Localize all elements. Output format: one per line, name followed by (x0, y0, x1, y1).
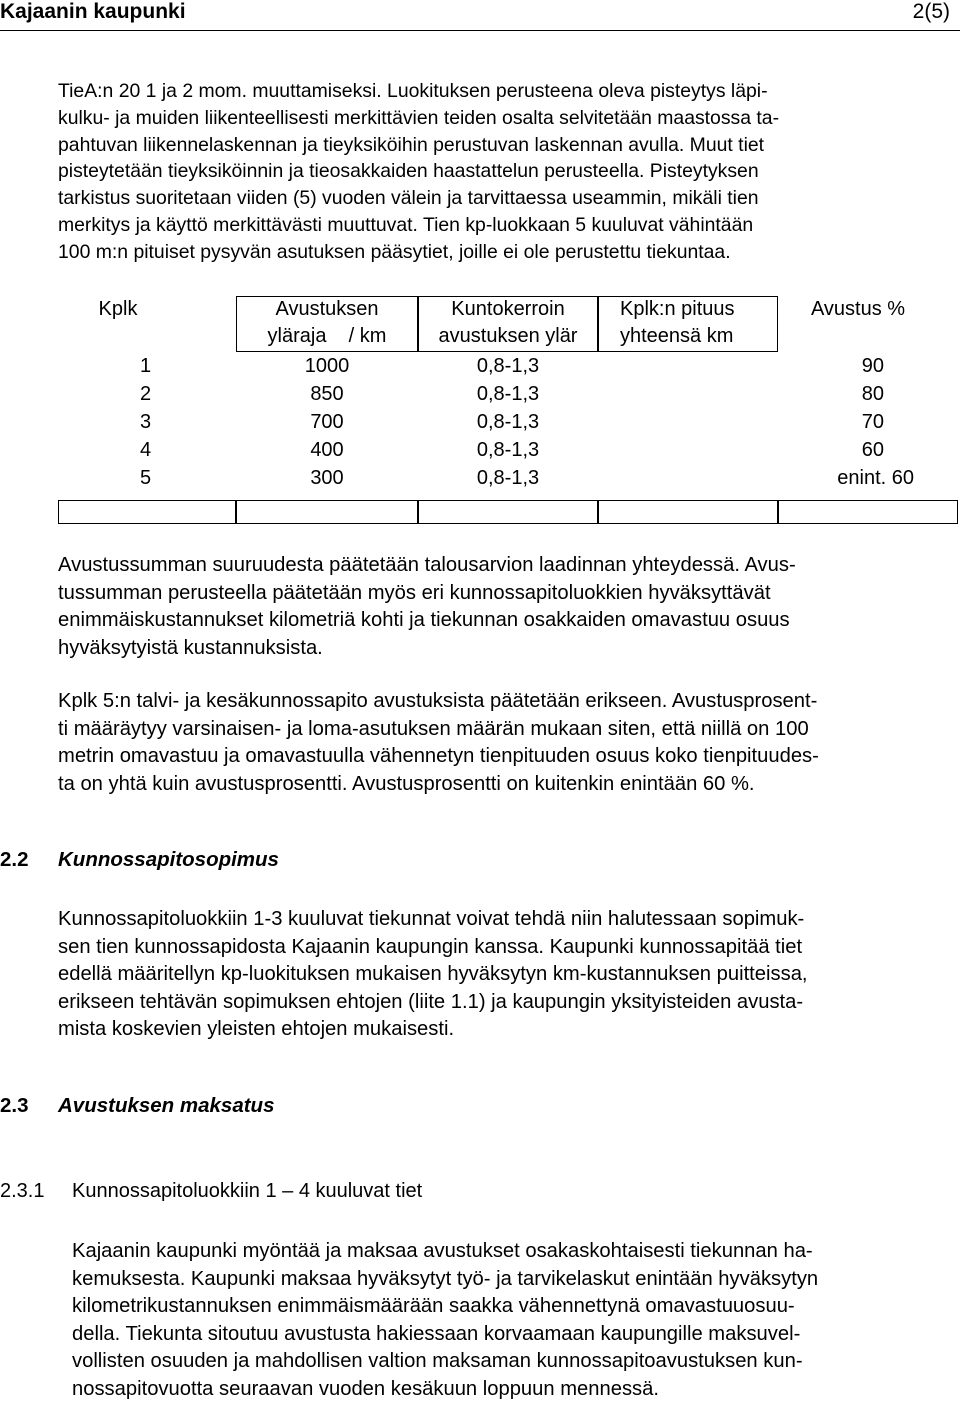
header-divider (0, 30, 960, 31)
table-header-ylaraja-unit: yläraja / km (267, 325, 387, 347)
table-cell-avustus: enint. 60 (837, 467, 914, 489)
paragraph-line: kemuksesta. Kaupunki maksaa hyväksytyt työ- ja tarvikelaskut enintään hyväksytyn (72, 1267, 819, 1290)
paragraph-line: enimmäiskustannukset kilometriä kohti ja tiekunnan osakkaiden omavastuu osuus (58, 609, 790, 632)
paragraph-line: nossapitovuotta seuraavan vuoden kesäkuun loppuun mennessä. (72, 1377, 659, 1400)
table-cell-avustus: 70 (861, 411, 884, 433)
paragraph-line: Avustussumman suuruudesta päätetään talousarvion laadinnan yhteydessä. Avus- (58, 554, 796, 576)
paragraph-line: metrin omavastuu ja omavastuulla vähennetyn tienpituuden osuus koko tienpituudes- (58, 745, 819, 768)
section-heading-2-3 (0, 1094, 274, 1118)
section-title: Kunnossapitosopimus (58, 848, 279, 871)
table-cell-kerroin: 0,8-1,3 (476, 439, 540, 461)
paragraph-line: merkitys ja käyttö merkittävästi muuttuvat. Tien kp-luokkaan 5 kuuluvat vähintään (58, 213, 754, 236)
paragraph-line: Kunnossapitoluokkiin 1-3 kuuluvat tiekunnat voivat tehdä niin halutessaan sopimuk- (58, 908, 805, 930)
paragraph-classification (58, 78, 958, 266)
table-empty-cell (418, 500, 598, 524)
section-heading-2-3-1 (0, 1180, 422, 1203)
paragraph-line: Kajaanin kaupunki myöntää ja maksaa avustukset osakaskohtaisesti tiekunnan ha- (72, 1240, 813, 1262)
table-header-pituus-sub: yhteensä km (620, 325, 734, 347)
table-cell-ylaraja: 400 (310, 439, 344, 461)
table-header-ylaraja: Avustuksen (275, 298, 379, 320)
paragraph-maintenance-agreement (58, 906, 958, 1044)
document-organization: Kajaanin kaupunki (0, 0, 186, 23)
page-number: 2(5) (912, 0, 950, 23)
table-cell-kerroin: 0,8-1,3 (476, 355, 540, 377)
paragraph-subsidy-amount (58, 552, 958, 662)
paragraph-line: sen tien kunnossapidosta Kajaanin kaupungin kanssa. Kaupunki kunnossapitää tiet (58, 935, 803, 958)
paragraph-line: erikseen tehtävän sopimuksen ehtojen (liite 1.1) ja kaupungin yksityisteiden avusta- (58, 990, 804, 1013)
paragraph-payment (72, 1238, 958, 1404)
table-cell-avustus: 90 (861, 355, 884, 377)
paragraph-line: Kplk 5:n talvi- ja kesäkunnossapito avustuksista päätetään erikseen. Avustusprosent- (58, 690, 818, 712)
paragraph-line: pahtuvan liikennelaskennan ja tieyksiköihin perustuvan laskennan avulla. Muut tiet (58, 133, 765, 156)
paragraph-line: hyväksytyistä kustannuksista. (58, 636, 323, 659)
paragraph-line: ta on yhtä kuin avustusprosentti. Avustusprosentti on kuitenkin enintään 60 %. (58, 772, 755, 795)
table-cell-kerroin: 0,8-1,3 (476, 383, 540, 405)
table-empty-cell (58, 500, 236, 524)
section-number: 2.3.1 (0, 1180, 45, 1202)
paragraph-line: pisteytetään tieyksiköinnin ja tieosakkaiden haastattelun perusteella. Pisteytyksen (58, 160, 759, 183)
section-number: 2.3 (0, 1094, 29, 1117)
paragraph-line: ti määräytyy varsinaisen- ja loma-asutuksen määrän mukaan siten, että niillä on 100 (58, 717, 809, 740)
paragraph-kplk5 (58, 688, 958, 798)
table-header-kplk: Kplk (98, 298, 138, 320)
table-empty-cell (236, 500, 418, 524)
paragraph-line: edellä määritellyn kp-luokituksen mukaisen hyväksytyn km-kustannuksen puitteissa, (58, 963, 808, 986)
table-cell-kerroin: 0,8-1,3 (476, 411, 540, 433)
table-empty-cell (598, 500, 778, 524)
table-cell-ylaraja: 700 (310, 411, 344, 433)
table-cell-kplk: 3 (140, 411, 152, 433)
paragraph-line: 100 m:n pituiset pysyvän asutuksen pääsytiet, joille ei ole perustettu tiekuntaa. (58, 240, 731, 263)
table-cell-kplk: 4 (140, 439, 152, 461)
table-cell-kplk: 1 (140, 355, 152, 377)
section-number: 2.2 (0, 848, 29, 871)
table-header-kuntokerroin: Kuntokerroin (451, 298, 565, 320)
paragraph-line: mista koskevien yleisten ehtojen mukaisesti. (58, 1018, 455, 1041)
table-cell-avustus: 60 (861, 439, 884, 461)
table-cell-ylaraja: 300 (310, 467, 344, 489)
paragraph-line: vollisten osuuden ja mahdollisen valtion maksaman kunnossapitoavustuksen kun- (72, 1350, 803, 1373)
paragraph-line: kilometrikustannuksen enimmäismäärään saakka vähennettynä omavastuuosuu- (72, 1295, 795, 1318)
table-header-kuntokerroin-sub: avustuksen ylär (438, 325, 578, 347)
table-cell-kplk: 5 (140, 467, 152, 489)
table-cell-ylaraja: 850 (310, 383, 344, 405)
paragraph-line: kulku- ja muiden liikenteellisesti merkittävien teiden osalta selvitetään maastossa ta- (58, 106, 780, 129)
paragraph-line: tarkistus suoritetaan viiden (5) vuoden välein ja tarvittaessa useammin, mikäli tien (58, 187, 759, 210)
section-title: Kunnossapitoluokkiin 1 – 4 kuuluvat tiet (72, 1180, 423, 1202)
paragraph-line: della. Tiekunta sitoutuu avustusta hakiessaan korvaamaan kaupungille maksuvel- (72, 1322, 801, 1345)
table-header-avustus: Avustus % (810, 298, 906, 320)
table-cell-kplk: 2 (140, 383, 152, 405)
table-cell-kerroin: 0,8-1,3 (476, 467, 540, 489)
section-heading-2-2 (0, 848, 279, 872)
paragraph-line: tussumman perusteella päätetään myös eri kunnossapitoluokkien hyväksyttävät (58, 581, 771, 604)
paragraph-line: TieA:n 20 1 ja 2 mom. muuttamiseksi. Luokituksen perusteena oleva pisteytys läpi- (58, 80, 768, 102)
section-title: Avustuksen maksatus (58, 1094, 275, 1117)
table-empty-cell (778, 500, 958, 524)
table-header-pituus: Kplk:n pituus (620, 298, 735, 320)
table-cell-ylaraja: 1000 (304, 355, 350, 377)
table-cell-avustus: 80 (861, 383, 884, 405)
